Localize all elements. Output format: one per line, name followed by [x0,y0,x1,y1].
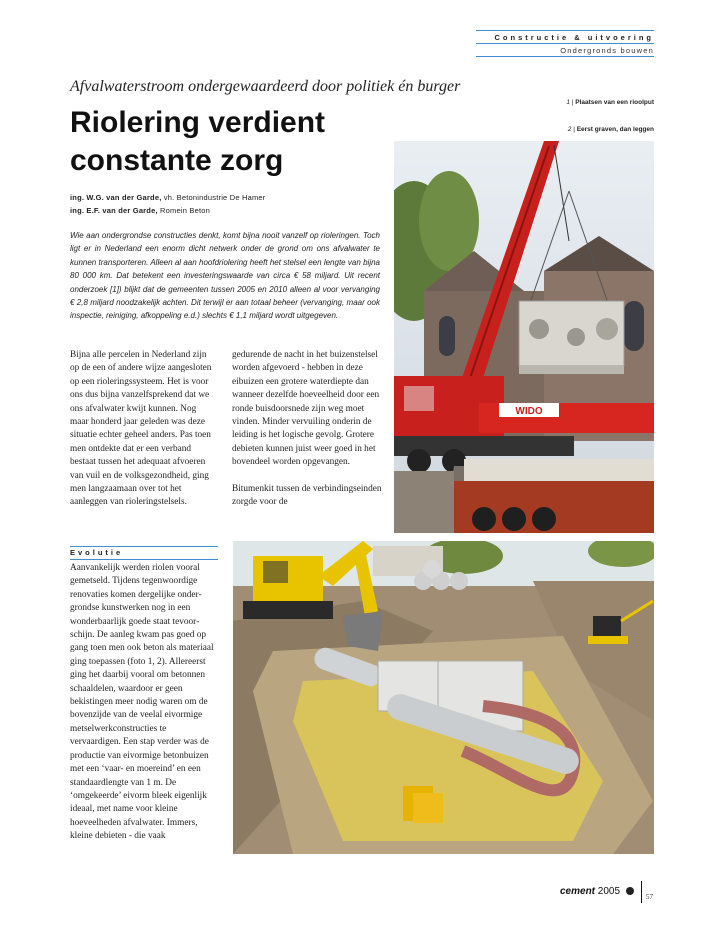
author-name: ing. W.G. van der Garde, [70,193,162,202]
photo-crane-placing-manhole [394,141,654,533]
body-paragraph: Bitumenkit tussen de verbindingseinden zorgde voor de [232,483,382,508]
photo-caption-1: 1 | Plaatsen van een rioolput [566,99,654,106]
article-intro: Wie aan ondergrondse constructies denkt, komt bijna nooit vanzelf op rioleringen. Toch ligt er in Nederland een enorm dicht netwerk onder de grond om ons afvalwater te kunnen transporteren. Alleen al aan hoofdriolering heeft het stelsel een lengte van bijna 80 000 km. Dat betekent een investeringswaarde van circa € 58 miljard. Uit recent onderzoek [1]) blijkt dat de gemeenten tussen 2005 en 2010 alleen al voor vervanging € 2,8 miljard noodzakelijk achten. Dit terwijl er aan totaal beheer (vervanging, maar ook inspectie, reiniging, afkoppeling e.d.) slechts € 1,1 miljard wordt uitgegeven. [70,231,380,321]
excavation-photo-illustration [233,541,654,854]
author-2 [70,206,210,215]
caption-text: Plaatsen van een rioolput [575,99,654,106]
photo-excavation-pipes [233,541,654,854]
body-column-2 [232,349,382,522]
article-title: Riolering verdient constante zorg [70,106,326,177]
evolutie-heading: Evolutie [70,548,124,557]
header-rule-bottom [476,56,654,57]
evolutie-rule-bottom [70,559,218,560]
photo-caption-2: 2 | Eerst graven, dan leggen [567,126,654,133]
body-column-1: Bijna alle percelen in Nederland zijn op de een of andere wijze aangesloten op een rioleringssysteem. Het is voor ons dus bijna vanzelfsprekend dat we ons afvalwater kwijt kunnen. Nog maar honderd jaar geleden was deze situatie echter geheel anders. Pas toen men ontdekte dat er een verband bestaat tussen het adequaat afvoeren van vuil en de volksgezondheid, ging men langzaamaan over tot het aanleggen van rioleringstelsels. [70,350,212,508]
evolutie-rule-top [70,546,218,547]
author-affiliation: Romein Beton [160,206,210,215]
body-paragraph: gedurende de nacht in het buizenstelsel worden afgevoerd - hebben in deze eibuizen een grotere waterdiepte dan wanneer dezelfde hoeveelheid door een ronde buisdoorsnede zijn weg moet vinden. Minder vervuiling onderin de leiding is het logische gevolg. Grotere debieten kunnen juist weer goed in het bovendeel worden opgevangen. [232,350,380,468]
crane-brand-text: WIDO [515,406,543,417]
caption-number: 2 [567,126,572,133]
article-kicker: Afvalwaterstroom ondergewaardeerd door politiek én burger [70,78,461,95]
magazine-logo-icon [626,887,634,895]
caption-text: Eerst graven, dan leggen [576,126,654,133]
magazine-name: cement [560,886,596,897]
author-affiliation: vh. Betonindustrie De Hamer [163,193,266,202]
section-subtitle: Ondergronds bouwen [560,46,654,55]
header-rule-middle [476,43,654,44]
footer-divider [641,881,642,903]
magazine-year: 2005 [597,886,621,897]
footer-brand [560,886,634,897]
header-rule-top [476,30,654,31]
section-title: Constructie & uitvoering [494,33,654,42]
author-1 [70,193,266,202]
caption-number: 1 [566,99,570,106]
crane-photo-illustration [394,141,654,533]
author-name: ing. E.F. van der Garde, [70,206,158,215]
page-number: 57 [646,893,653,901]
body-column-3: Aanvankelijk werden riolen vooral gemetseld. Tijdens tegenwoordige renovaties komen dergelijke ondergrondse kunstwerken nog in een wonderbaarlijk goede staat tevoorschijn. De aanleg kwam pas goed op gang toen men ook beton als materiaal ging toepassen (foto 1, 2). Allereerst ging het daarbij vooral om betonnen schaaldelen, waardoor er geen bekistingen meer nodig waren om de bovenzijde van de veelal eivormige metselwerkconstructies te vervaardigen. Een stap verder was de productie van eivormige betonbuizen met een ‘vaar- en moereind’ en een standaardlengte van 1 m. De ‘omgekeerde’ eivorm bleek eigenlijk ideaal, met name voor kleine hoeveelheden afvalwater. Immers, kleine debieten - die vaak [70,563,214,842]
